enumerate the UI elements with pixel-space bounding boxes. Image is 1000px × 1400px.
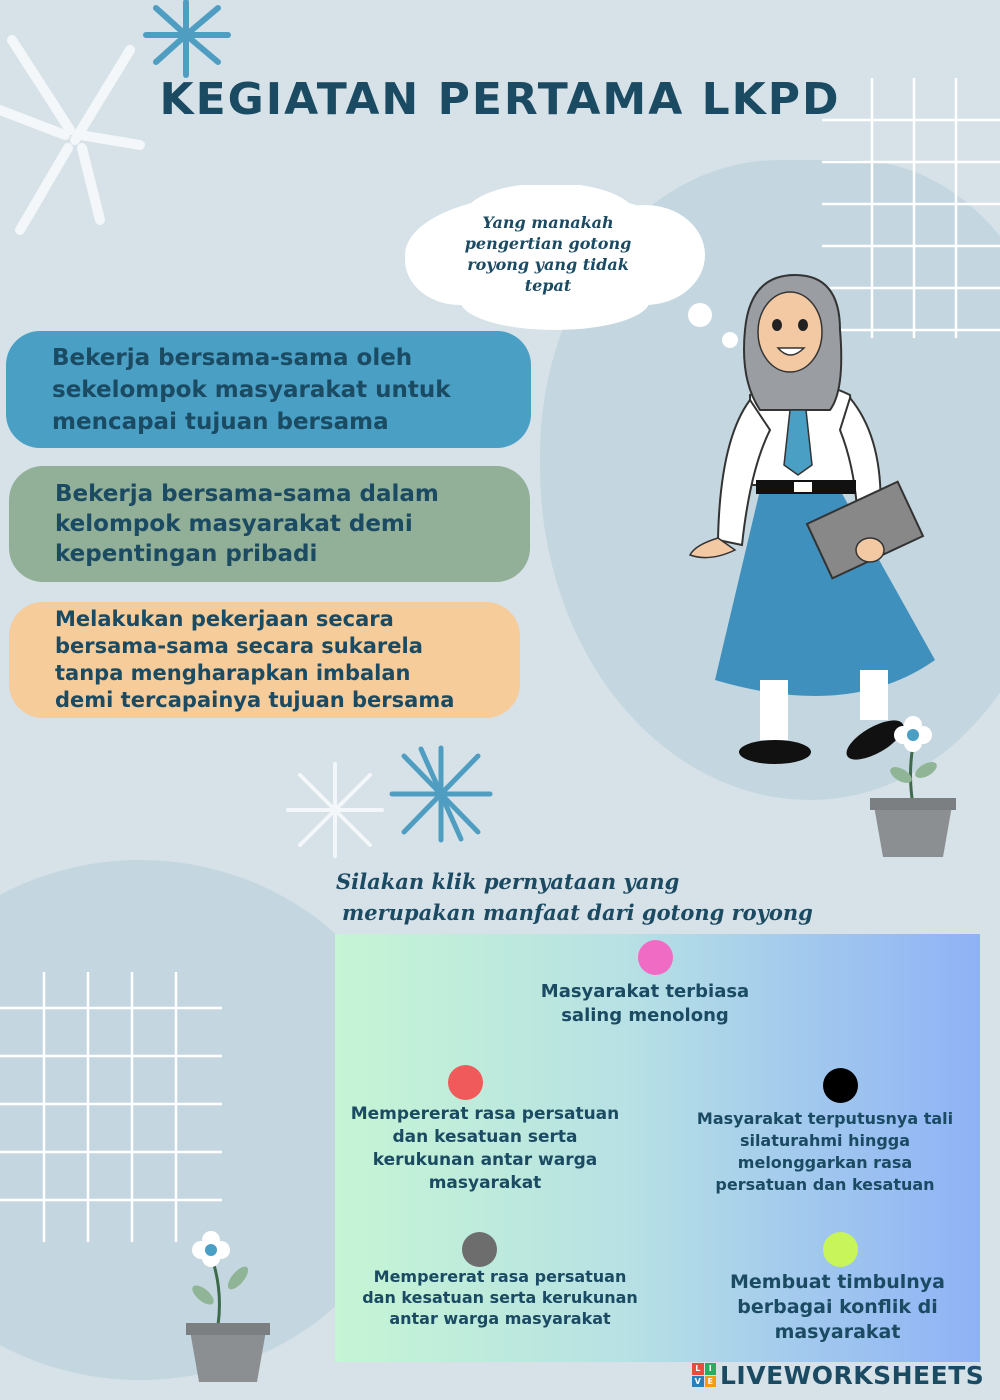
starburst-decoration [136, 0, 236, 80]
statement-dot-3[interactable] [823, 1068, 858, 1103]
flower-pot-icon [868, 715, 958, 860]
option-text: Bekerja bersama-sama dalam kelompok masyarakat demi kepentingan pribadi [55, 481, 439, 567]
option-card-2[interactable] [9, 466, 530, 582]
thought-bubble-text: Yang manakah pengertian gotong royong yang tidak tepat [464, 213, 632, 295]
option-text: Melakukan pekerjaan secara bersama-sama secara sukarela tanpa mengharapkan imbalan demi tercapainya tujuan bersama [55, 607, 455, 712]
instruction-text [336, 866, 896, 928]
instruction-line-2: merupakan manfaat dari gotong royong [342, 900, 813, 925]
statement-dot-1[interactable] [638, 940, 673, 975]
statement-3[interactable]: Masyarakat terputusnya tali silaturahmi hingga melonggarkan rasa persatuan dan kesatuan [696, 1109, 954, 1194]
logo-letter: I [705, 1363, 717, 1375]
brand-name: LIVEWORKSHEETS [720, 1360, 985, 1390]
logo-letter: V [692, 1376, 704, 1388]
instruction-line-1: Silakan klik pernyataan yang [336, 869, 680, 894]
logo-letter: E [705, 1376, 717, 1388]
page-title: KEGIATAN PERTAMA LKPD [159, 74, 841, 125]
statement-dot-4[interactable] [462, 1232, 497, 1267]
statement-4[interactable]: Mempererat rasa persatuan dan kesatuan serta kerukunan antar warga masyarakat [362, 1267, 638, 1328]
starburst-decoration [386, 744, 496, 844]
statement-5[interactable]: Membuat timbulnya berbagai konflik di masyarakat [729, 1271, 945, 1343]
flower-pot-icon [183, 1230, 273, 1385]
grid-decoration [0, 972, 222, 1242]
statement-dot-2[interactable] [448, 1065, 483, 1100]
statement-1[interactable]: Masyarakat terbiasa saling menolong [540, 981, 750, 1026]
liveworksheets-brand[interactable] [692, 1358, 992, 1392]
option-text: Bekerja bersama-sama oleh sekelompok masyarakat untuk mencapai tujuan bersama [52, 344, 451, 435]
option-card-3[interactable] [9, 602, 520, 718]
liveworksheets-logo-icon [692, 1363, 716, 1387]
starburst-decoration [280, 760, 390, 860]
starburst-decoration [0, 30, 150, 240]
option-card-1[interactable] [6, 331, 531, 448]
statement-2[interactable]: Mempererat rasa persatuan dan kesatuan serta kerukunan antar warga masyarakat [350, 1104, 620, 1193]
student-girl-illustration [680, 270, 940, 780]
statement-dot-5[interactable] [823, 1232, 858, 1267]
logo-letter: L [692, 1363, 704, 1375]
